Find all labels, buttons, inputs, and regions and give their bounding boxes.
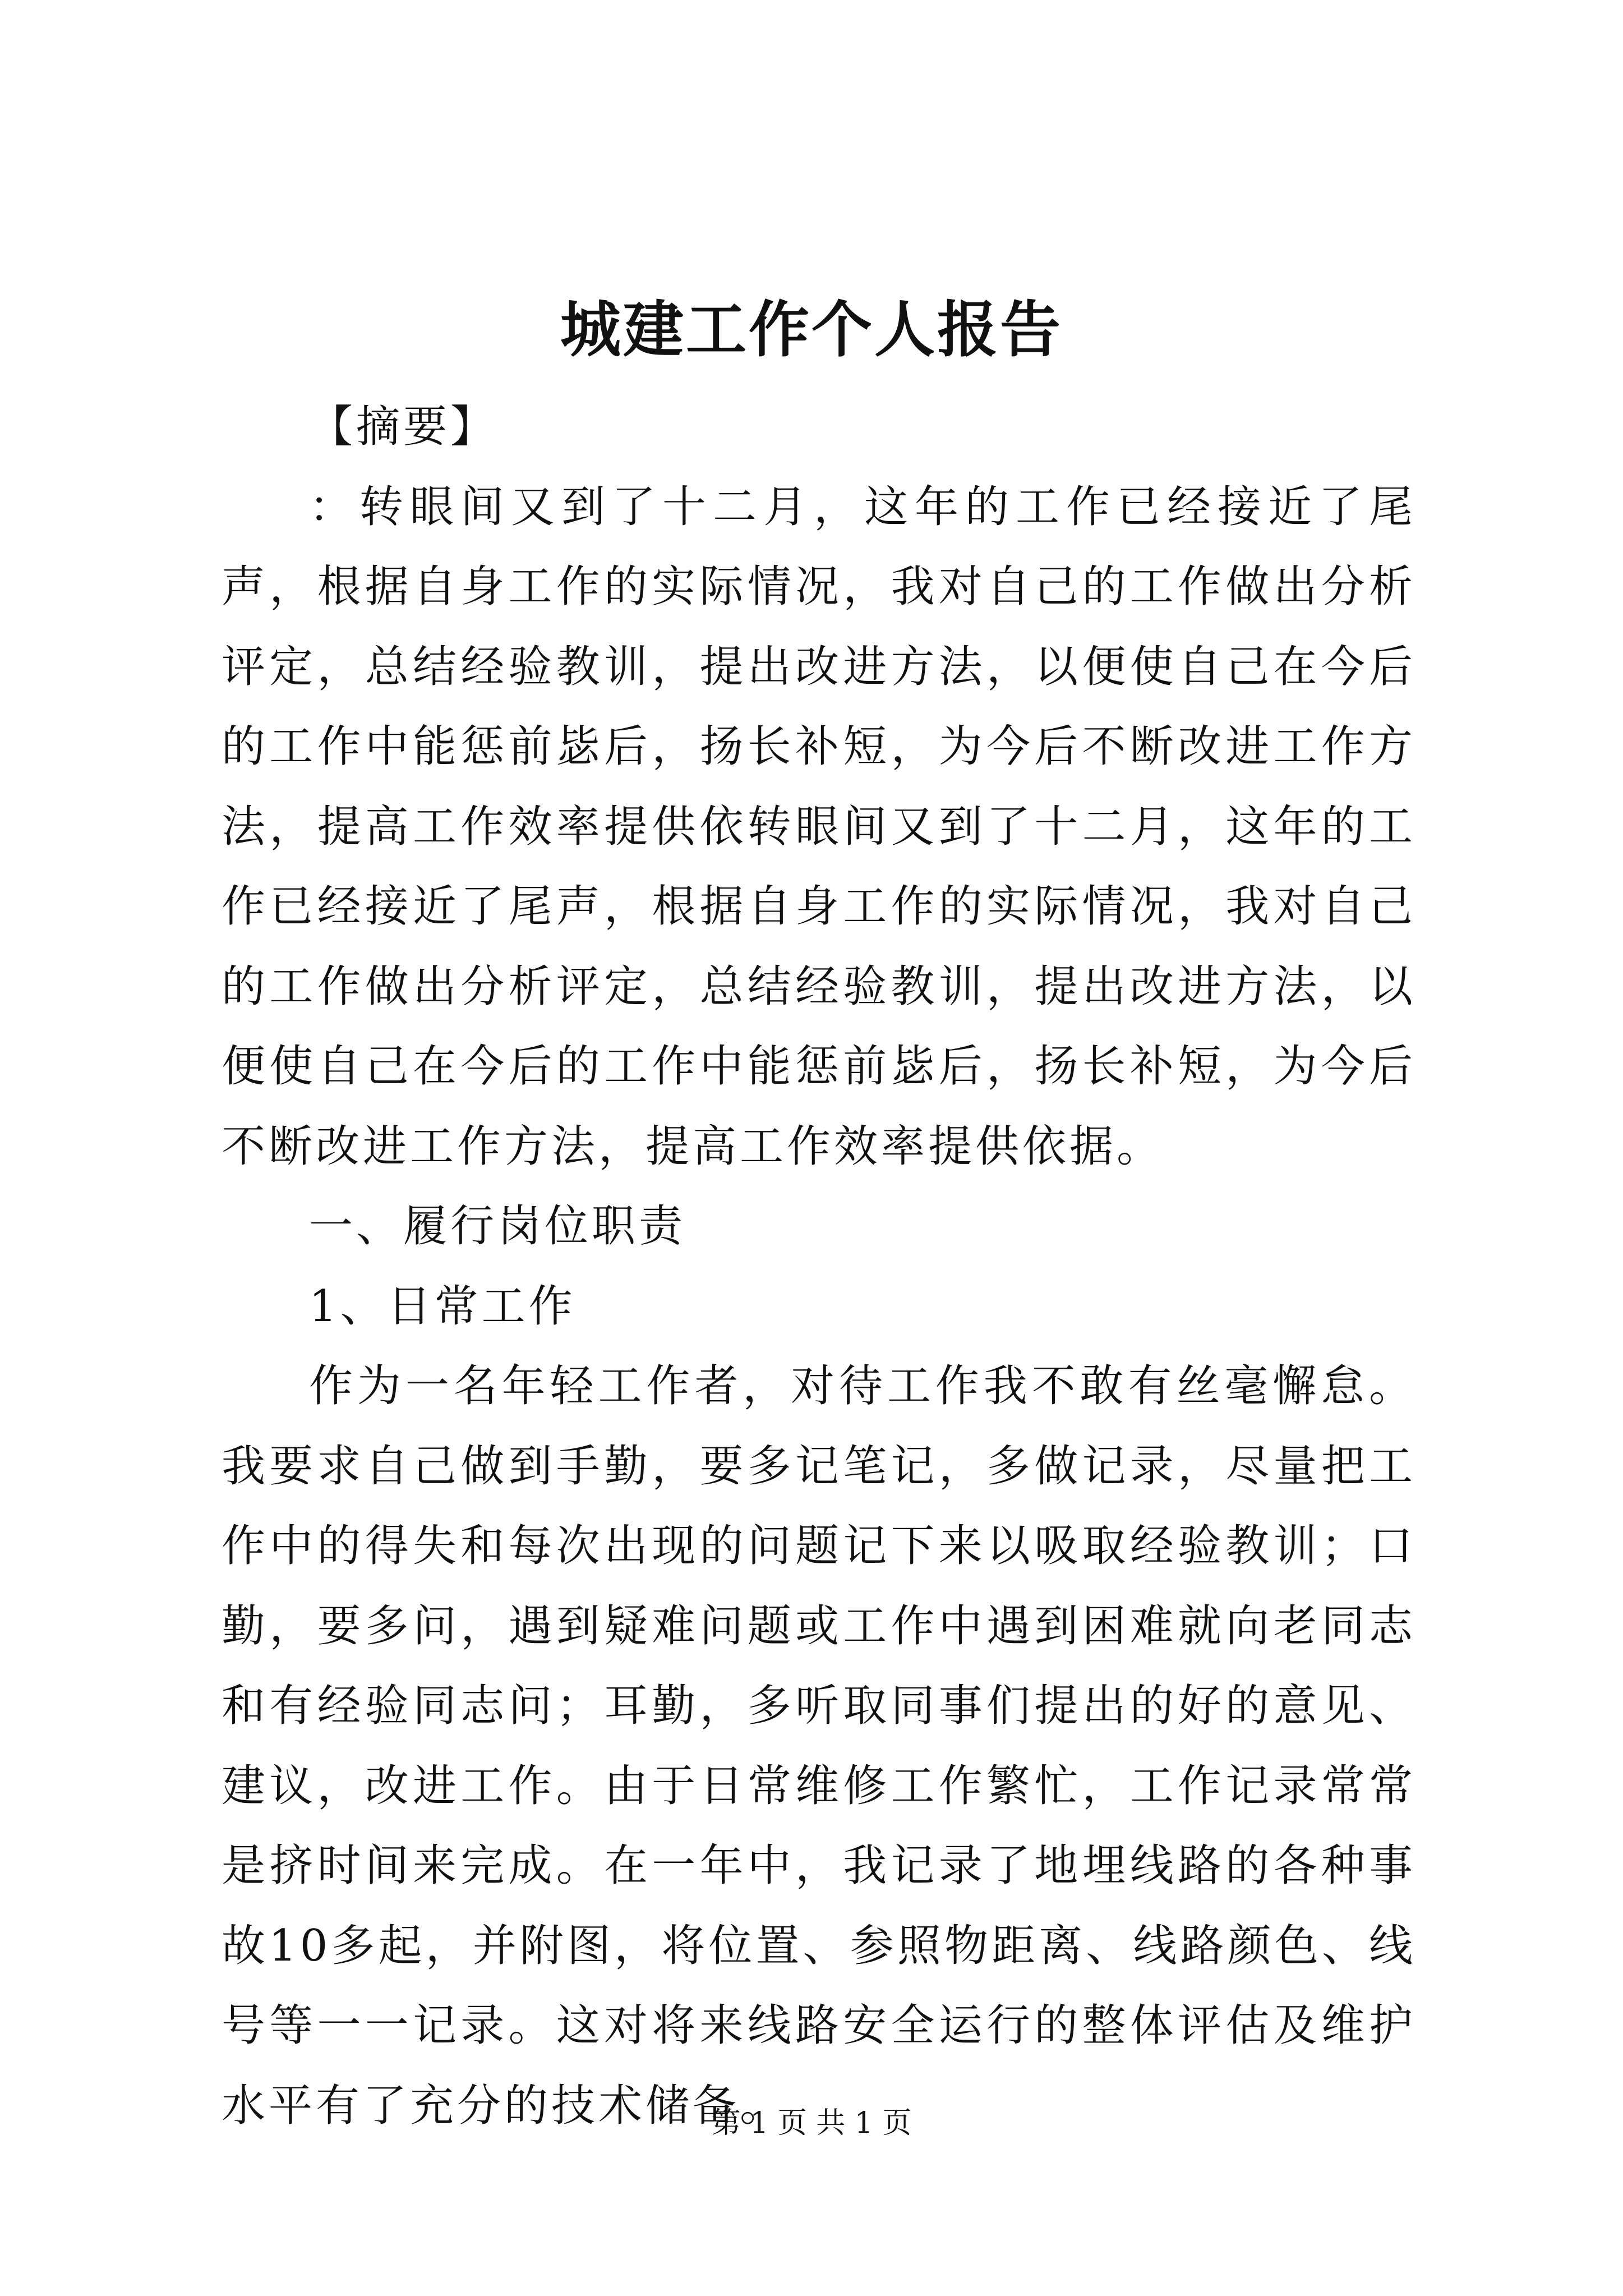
page-footer: 第 1 页 共 1 页 — [711, 2106, 912, 2140]
abstract-paragraph: ：转眼间又到了十二月，这年的工作已经接近了尾声，根据自身工作的实际情况，我对自己的工作做出分析评定，总结经验教训，提出改进方法，以便使自己在今后的工作中能惩前毖后，扬长补短，为今后不断改进工作方法，提高工作效率提供依转眼间又到了十二月，这年的工作已经接近了尾声，根据自身工作的实际情况，我对自己的工作做出分析评定，总结经验教训，提出改进方法，以便使自己在今后的工作中能惩前毖后，扬长补短，为今后不断改进工作方法，提高工作效率提供依据。 — [222, 481, 1416, 1172]
document-title: 城建工作个人报告 — [560, 295, 1063, 365]
section-heading: 一、履行岗位职责 — [309, 1201, 686, 1251]
abstract-heading: 【摘要】 — [309, 402, 498, 452]
body-paragraph: 作为一名年轻工作者，对待工作我不敢有丝毫懈怠。我要求自己做到手勤，要多记笔记，多做记录，尽量把工作中的得失和每次出现的问题记下来以吸取经验教训；口勤，要多问，遇到疑难问题或工作中遇到困难就向老同志和有经验同志问；耳勤，多听取同事们提出的好的意见、建议，改进工作。由于日常维修工作繁忙，工作记录常常是挤时间来完成。在一年中，我记录了地埋线路的各种事故10多起，并附图，将位置、参照物距离、线路颜色、线号等一一记录。这对将来线路安全运行的整体评估及维护水平有了充分的技术储备。 — [222, 1361, 1416, 2131]
document-body — [222, 387, 1416, 2146]
subsection-heading: 1、日常工作 — [309, 1281, 576, 1332]
